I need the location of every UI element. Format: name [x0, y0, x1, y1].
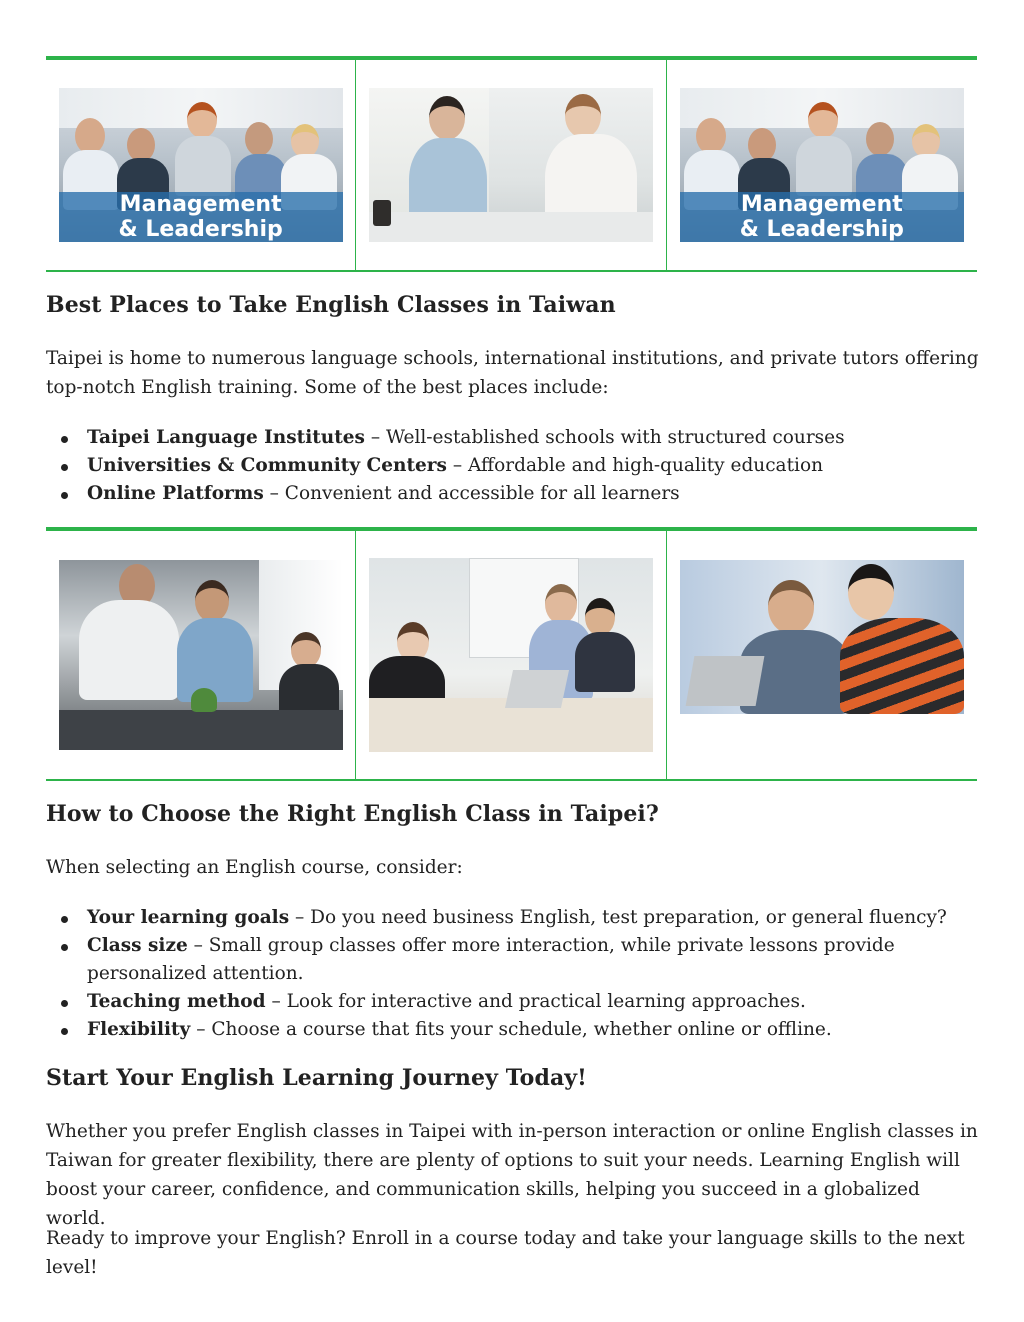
caption-line: Management	[119, 192, 282, 217]
list-item-term: Universities & Community Centers	[87, 455, 447, 476]
gallery-cell	[667, 60, 977, 270]
list-item	[60, 904, 980, 932]
list-item-desc: – Do you need business English, test preparation, or general fluency?	[289, 907, 947, 928]
image-gallery-top	[46, 56, 977, 272]
list-item-term: Class size	[87, 935, 188, 956]
list-item-term: Teaching method	[87, 991, 266, 1012]
gallery-cell	[667, 531, 977, 779]
caption-line: & Leadership	[739, 217, 904, 242]
list-item	[60, 932, 980, 988]
section-heading: Best Places to Take English Classes in Taiwan	[46, 292, 616, 318]
closing-paragraph: Whether you prefer English classes in Taipei with in-person interaction or online English classes in Taiwan for greater flexibility, there are plenty of options to suit your needs. Learning English will boost your career, confidence, and communication skills, helping you succeed in a globalized world.	[46, 1121, 978, 1229]
gallery-cell	[46, 531, 356, 779]
list-item	[60, 988, 980, 1016]
list-item-term: Taipei Language Institutes	[87, 427, 365, 448]
section-intro: Taipei is home to numerous language schools, international institutions, and private tutors offering top-notch English training. Some of the best places include:	[46, 348, 979, 398]
list-item-desc: – Affordable and high-quality education	[446, 455, 823, 476]
bullet-list	[60, 904, 980, 1044]
list-item-desc: – Small group classes offer more interaction, while private lessons provide personalized attention.	[87, 935, 895, 984]
section-intro: When selecting an English course, consider:	[46, 857, 463, 878]
list-item	[60, 424, 980, 452]
list-item-term: Online Platforms	[87, 483, 264, 504]
list-item	[60, 480, 980, 508]
list-item-term: Flexibility	[87, 1019, 191, 1040]
study-group-photo	[369, 558, 653, 752]
list-item-desc: – Choose a course that fits your schedule, whether online or offline.	[190, 1019, 832, 1040]
image-gallery-middle	[46, 527, 977, 781]
list-item-desc: – Look for interactive and practical learning approaches.	[265, 991, 806, 1012]
laptop-learning-photo	[680, 560, 964, 714]
team-photo-management	[680, 88, 964, 242]
caption-line: Management	[740, 192, 903, 217]
handshake-photo	[59, 560, 343, 750]
list-item	[60, 1016, 980, 1044]
section-heading: How to Choose the Right English Class in Taipei?	[46, 801, 659, 827]
list-item-desc: – Convenient and accessible for all learners	[263, 483, 680, 504]
gallery-cell	[356, 531, 666, 779]
bullet-list	[60, 424, 980, 508]
call-to-action-paragraph: Ready to improve your English? Enroll in a course today and take your language skills to the next level!	[46, 1228, 965, 1278]
gallery-cell	[356, 60, 666, 270]
list-item	[60, 452, 980, 480]
section-heading: Start Your English Learning Journey Today!	[46, 1065, 587, 1091]
caption-line: & Leadership	[118, 217, 283, 242]
caption-ribbon	[680, 192, 964, 242]
gallery-cell	[46, 60, 356, 270]
team-photo-management	[59, 88, 343, 242]
list-item-desc: – Well-established schools with structured courses	[364, 427, 845, 448]
list-item-term: Your learning goals	[87, 907, 290, 928]
meeting-photo	[369, 88, 653, 242]
caption-ribbon	[59, 192, 343, 242]
